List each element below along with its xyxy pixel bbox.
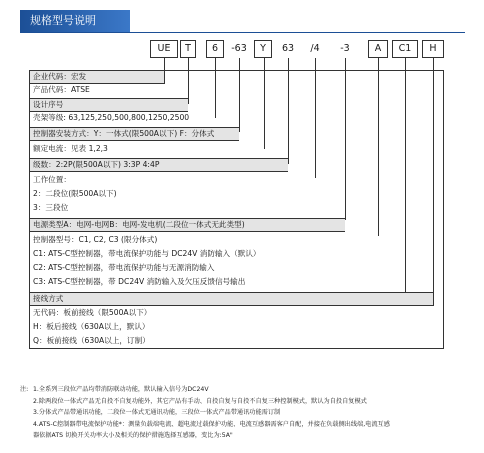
connector-line	[239, 58, 240, 70]
code-segment: 6	[206, 40, 224, 58]
section-title: 规格型号说明	[30, 14, 96, 27]
connector-line	[345, 58, 346, 70]
spec-row: 控制器安装方式：Y：一体式(限500A以下) F：分体式	[30, 127, 239, 141]
note-item: 1.全系列三段位产品均带消防联动功能，默认输入信号为DC24V	[33, 386, 209, 393]
code-segment: C1	[392, 40, 418, 58]
connector-line	[188, 58, 189, 70]
connector-line	[215, 70, 216, 118]
spec-row: 工作位置：	[33, 175, 71, 184]
note-item: 器依据ATS 切换开关功率大小及相关的保护措施选择互感器，变比为:5A"	[33, 432, 233, 439]
spec-row: 接线方式	[30, 292, 433, 306]
note-item: 3.分体式产品带通讯功能，二段位一体式无通讯功能，三段位一体式产品带通讯功能需订制	[33, 409, 281, 416]
spec-row: 壳架等级: 63,125,250,500,800,1250,2500	[33, 113, 190, 122]
connector-line	[345, 70, 346, 220]
spec-row: 产品代码：ATSE	[33, 85, 90, 94]
connector-line	[405, 58, 406, 70]
spec-row: Q：板前接线（630A以上，订制）	[33, 336, 150, 345]
note-item: 4.ATS-C控制器带电流保护功能*：测量负载端电流、超电流过载保护功能、电流互感器需客户自配，并接在负载侧出线端,电流互感	[33, 420, 390, 428]
connector-line	[164, 58, 165, 70]
spec-row: C1: ATS-C型控制器，带电流保护功能与 DC24V 消防输入（默认）	[33, 249, 261, 258]
code-segment: A	[368, 40, 388, 58]
code-segment: UE	[150, 40, 178, 58]
connector-line	[239, 70, 240, 132]
spec-row: 级数：2:2P(限500A以下) 3:3P 4:4P	[30, 158, 288, 172]
connector-line	[264, 70, 265, 149]
code-segment: H	[422, 40, 444, 58]
spec-row: 无代码：板前接线（限500A以下）	[33, 308, 152, 317]
code-segment: /4	[310, 43, 320, 54]
note-item: 2.除两段位一体式产品无自投不自复功能外，其它产品有手动、自投自复与自投不自复三种控制模式，默认为自投自复模式	[33, 397, 367, 405]
section-header	[20, 10, 130, 32]
connector-line	[164, 70, 165, 84]
connector-line	[264, 58, 265, 70]
code-segment: -63	[231, 43, 247, 54]
connector-line	[315, 70, 316, 178]
spec-row: 3：三段位	[33, 203, 69, 212]
spec-row: 控制器型号：C1, C2, C3 (限分体式)	[33, 235, 158, 244]
connector-line	[378, 58, 379, 70]
connector-line	[405, 70, 406, 292]
spec-row: 额定电流：见表 1,2,3	[33, 144, 108, 153]
connector-line	[188, 70, 189, 104]
connector-line	[315, 58, 316, 70]
connector-line	[378, 70, 379, 236]
spec-row: C2: ATS-C型控制器，带电流保护功能与无源消防输入	[33, 263, 215, 272]
spec-row: 电源类型A：电网-电网B：电网-发电机(二段位一体式无此类型)	[30, 218, 345, 232]
spec-row: 设计序号	[30, 98, 188, 112]
connector-line	[288, 70, 289, 164]
header-divider	[20, 32, 465, 33]
spec-row: C3: ATS-C型控制器，带 DC24V 消防输入及欠压反馈信号输出	[33, 277, 246, 286]
spec-row: H：板后接线（630A以上，默认）	[33, 322, 150, 331]
code-segment: -3	[340, 43, 350, 54]
notes-label: 注:	[20, 386, 29, 393]
connector-line	[288, 58, 289, 70]
connector-line	[433, 58, 434, 70]
connector-line	[215, 58, 216, 70]
spec-row: 企业代码：宏发	[30, 70, 164, 84]
connector-line	[433, 70, 434, 306]
code-segment: 63	[281, 43, 295, 54]
code-segment: T	[180, 40, 196, 58]
spec-row: 2：二段位(限500A以下)	[33, 189, 117, 198]
code-segment: Y	[254, 40, 272, 58]
